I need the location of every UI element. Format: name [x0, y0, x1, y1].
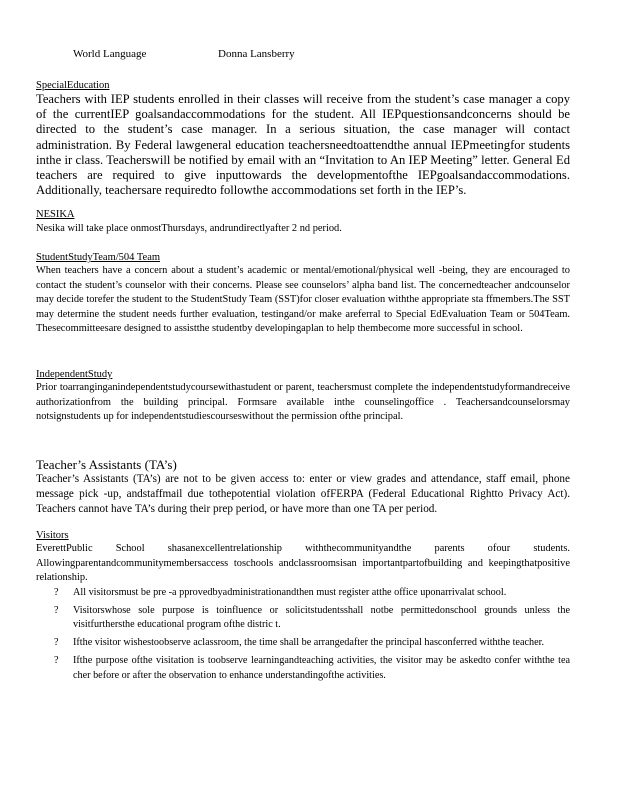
- section-heading: Visitors: [36, 530, 69, 541]
- section-independent-study: [36, 369, 570, 425]
- section-text: EverettPublic School shasanexcellentrelationship withthecommunityandthe parents ofour students. Allowingparentandcommunitymembersaccess toschools andclassroomsisan importantpartofbuilding and keepingthatpositive relationship.: [36, 543, 570, 584]
- section-text: Teacher’s Assistants (TA’s) are not to be given access to: enter or view grades and attendance, staff email, phone message pick -up, andstaffmail due tothepotential violation ofFERPA (Federal Educational Rightto Privacy Act). Teachers cannot have TA’s during their prep period, or have more than one TA per period.: [36, 473, 570, 515]
- bullet-mark: ?: [54, 637, 59, 649]
- section-heading: StudentStudyTeam/504 Team: [36, 252, 161, 263]
- header-teacher: Donna Lansberry: [218, 48, 295, 60]
- section-text: Nesika will take place onmostThursdays, andrundirectlyafter 2 nd period.: [36, 223, 342, 234]
- visitor-rules-list: [36, 586, 570, 684]
- section-heading: NESIKA: [36, 209, 75, 220]
- section-heading: IndependentStudy: [36, 369, 113, 380]
- bullet-mark: ?: [54, 586, 59, 598]
- list-item: [36, 636, 570, 651]
- section-heading: SpecialEducation: [36, 80, 110, 91]
- list-item-text: Ifthe purpose ofthe visitation is toobserve learningandteaching activities, the visitor may be askedto confer withthe tea cher before or after the observation to enhance understandingofthe activities.: [73, 654, 570, 681]
- list-item-text: All visitorsmust be pre -a pprovedbyadministrationandthen must register atthe office uponarrivalat school.: [73, 586, 507, 598]
- bullet-mark: ?: [54, 654, 59, 666]
- list-item-text: Ifthe visitor wishestoobserve aclassroom, the time shall be arrangedafter the principal hasconferred withthe teacher.: [73, 637, 544, 649]
- section-visitors: [36, 530, 570, 687]
- header-subject: World Language: [73, 48, 147, 60]
- section-text: Teachers with IEP students enrolled in their classes will receive from the student’s case manager a copy of the currentIEP goalsandaccommodations for the student. All IEPquestionsandconcerns should be directed to the student’s case manager. In a serious situation, the case manager will contact administration. By Federal lawgeneral education teachersneedtoattendthe annual IEPmeetingfor students inthe ir class. Teacherswill be notified by email with an “Invitation to An IEP Meeting” letter. General Ed teachers are required to give inputtowards the developmentofthe IEPgoalsandaccommodations. Additionally, teachersare requiredto followthe accommodations set forth in the IEP’s.: [36, 92, 570, 198]
- section-text: When teachers have a concern about a student’s academic or mental/emotional/physical well -being, they are encouraged to contact the student’s counselor with their concerns. Please see counselors’ alpha band list. The concernedteacher andcounselor may decide torefer the student to the StudentStudy Team (SST)for closer evaluation withthe appropriate sta ffmembers.The SST may determine the student needs further evaluation, testingand/or make areferral to Special EdEvaluation Team or 504Team. Thesecommitteesare designed to assistthe studentby developingaplan to help thembecome more successful in school.: [36, 265, 570, 335]
- bullet-mark: ?: [54, 604, 59, 616]
- section-special-education: [36, 80, 570, 198]
- section-nesika: [36, 209, 570, 236]
- list-item: [36, 586, 570, 601]
- list-item-text: Visitorswhose sole purpose is toinfluence or solicitstudentsshall notbe permittedonschool grounds unless the visitfurthersthe educational program ofthe distric t.: [73, 604, 570, 631]
- list-item: [36, 604, 570, 634]
- section-student-study-team: [36, 252, 570, 337]
- section-text: Prior toarranginganindependentstudycoursewithastudent or parent, teachersmust complete the independentstudyformandreceive authorizationfrom the building principal. Formsare available inthe counselingoffice . Teachersandcounselorsmay notsignstudents up for independentstudiescourseswithout the permission ofthe principal.: [36, 382, 570, 423]
- list-item: [36, 654, 570, 684]
- section-heading: Teacher’s Assistants (TA’s): [36, 457, 177, 472]
- section-teacher-assistants: [36, 457, 570, 517]
